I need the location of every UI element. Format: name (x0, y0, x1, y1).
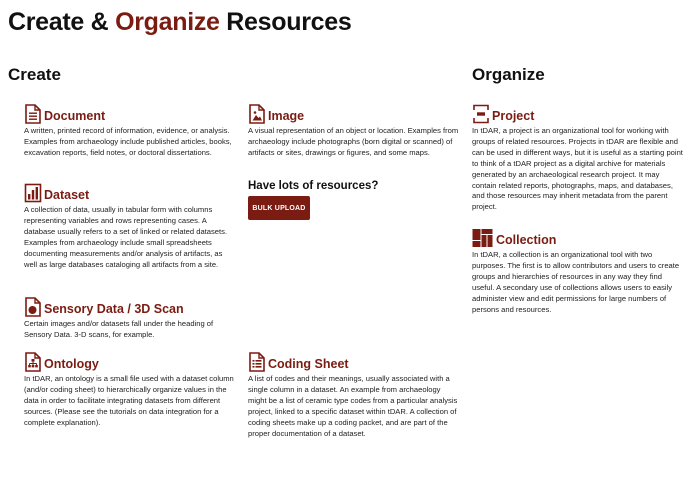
project-link[interactable]: Project (492, 109, 535, 123)
ontology-link[interactable]: Ontology (44, 357, 99, 371)
collection-icon (472, 228, 494, 248)
sensory-data-item (24, 295, 234, 341)
organize-heading: Organize (472, 65, 545, 84)
create-heading: Create (8, 65, 61, 84)
document-description: A written, printed record of information, evidence, or analysis. Examples from archaeology include published articles, books, excavation reports, field notes, or doctoral dissertations. (24, 126, 232, 157)
image-link[interactable]: Image (268, 109, 305, 123)
image-description: A visual representation of an object or location. Examples from archaeology include photographs (born digital or scanned) of artifacts or sites, drawings or figures, and some maps. (248, 126, 459, 157)
bar-chart-icon (24, 183, 42, 203)
document-item (24, 102, 234, 159)
page-title-accent: Organize (115, 8, 220, 36)
image-item (248, 102, 463, 159)
dataset-description: A collection of data, usually in tabular form with columns representing variables and rows representing cases. A database usually refers to a set of linked or related datasets. Examples from archaeology include small spreadsheets documenting measurements and/or analysis of artifacts, as well as large databases cataloging all artifacts from a site. (24, 205, 228, 269)
project-item (472, 102, 684, 213)
coding-sheet-item (248, 350, 460, 439)
coding-sheet-description: A list of codes and their meanings, usually associated with a single column in a dataset. An example from archaeology might be a list of ceramic type codes from a particular analysis project, linked to a specific dataset within tDAR. A collection of coding sheets make up a coding packet, and are part of the proper documentation of a dataset. (248, 374, 458, 438)
dataset-link[interactable]: Dataset (44, 188, 90, 202)
document-icon (24, 104, 42, 124)
collection-link[interactable]: Collection (496, 233, 557, 247)
page-title (8, 8, 351, 37)
project-icon (472, 104, 490, 124)
coding-sheet-link[interactable]: Coding Sheet (268, 357, 349, 371)
sensory-data-description: Certain images and/or datasets fall under the heading of Sensory Data. 3-D scans, for example. (24, 319, 214, 339)
page-title-part1: Create & (8, 8, 116, 36)
sensory-data-link[interactable]: Sensory Data / 3D Scan (44, 302, 184, 316)
collection-description: In tDAR, a collection is an organizational tool with two purposes. The first is to allow contributors and users to create groups and hierarchies of resources in any way they find useful. A secondary use of collections allows users to easily administer view and edit permissions for large numbers of persons and resources. (472, 250, 680, 314)
image-icon (248, 104, 266, 124)
ontology-item (24, 350, 236, 429)
collection-item (472, 226, 684, 315)
project-description: In tDAR, a project is an organizational tool for working with groups of related resources. Projects in tDAR are flexible and can be used in different ways, but it is useful as a starting point to think of a tDAR project as a digital archive for materials generated by an archaeological research project. It may contain related reports, photographs, maps, and databases, and those resources may inherit metadata from the parent project. (472, 126, 683, 212)
document-link[interactable]: Document (44, 109, 106, 123)
dataset-item (24, 181, 234, 270)
bulk-upload-heading: Have lots of resources? (248, 180, 379, 192)
ontology-icon (24, 352, 42, 372)
bulk-upload-button[interactable]: BULK UPLOAD (248, 196, 310, 220)
page-title-part2: Resources (219, 8, 352, 36)
coding-sheet-icon (248, 352, 266, 372)
sensory-data-icon (24, 297, 42, 317)
ontology-description: In tDAR, an ontology is a small file used with a dataset column (and/or coding sheet) to hierarchically organize values in the data in order to facilitate integrating datasets from different sources. (Please see the tutorials on data integration for a complete explanation). (24, 374, 234, 427)
